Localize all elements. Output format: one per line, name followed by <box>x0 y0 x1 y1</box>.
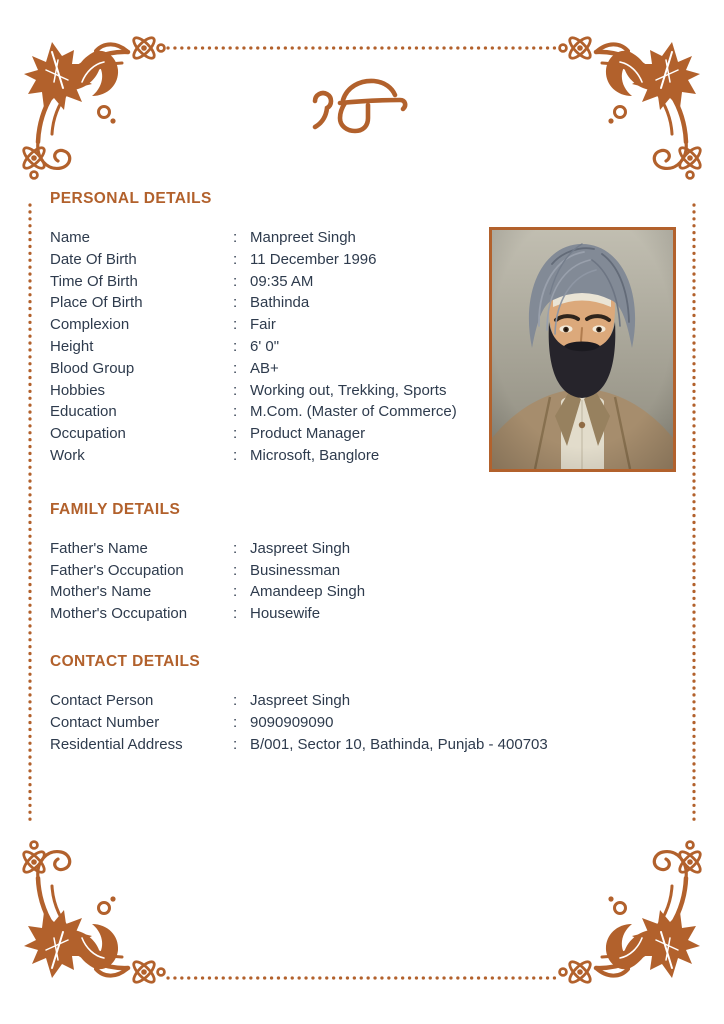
detail-value: 09:35 AM <box>250 272 314 290</box>
detail-label: Residential Address <box>50 735 183 753</box>
detail-row-education <box>50 401 676 423</box>
detail-separator: : <box>233 713 238 731</box>
detail-label: Occupation <box>50 425 126 443</box>
section-family-details <box>50 501 676 625</box>
detail-label: Hobbies <box>50 381 106 399</box>
detail-value: Working out, Trekking, Sports <box>250 381 447 399</box>
detail-separator: : <box>233 403 238 421</box>
detail-label: Time Of Birth <box>50 272 138 290</box>
section-title-family: FAMILY DETAILS <box>50 500 181 518</box>
detail-separator: : <box>233 425 238 443</box>
detail-value: M.Com. (Master of Commerce) <box>250 403 457 421</box>
detail-value: Jaspreet Singh <box>250 539 351 557</box>
detail-separator: : <box>233 272 238 290</box>
detail-value: Amandeep Singh <box>250 583 366 601</box>
detail-row-blood-group <box>50 358 676 380</box>
detail-value: 9090909090 <box>250 713 334 731</box>
detail-row-name <box>50 227 676 249</box>
detail-separator: : <box>233 583 238 601</box>
detail-value: Fair <box>250 316 276 334</box>
detail-label: Place Of Birth <box>50 294 143 312</box>
detail-value: 6' 0" <box>250 337 280 355</box>
detail-value: Businessman <box>250 561 341 579</box>
detail-value: AB+ <box>250 359 279 377</box>
detail-separator: : <box>233 229 238 246</box>
detail-separator: : <box>233 381 238 399</box>
detail-value: Housewife <box>250 605 321 623</box>
detail-row-place-of-birth <box>50 292 676 314</box>
detail-label: Father's Name <box>50 539 148 557</box>
detail-label: Mother's Name <box>50 583 152 601</box>
detail-label: Education <box>50 403 117 421</box>
detail-label: Work <box>50 446 85 464</box>
detail-value: 11 December 1996 <box>250 250 377 268</box>
detail-separator: : <box>233 359 238 377</box>
detail-separator: : <box>233 250 238 268</box>
detail-separator: : <box>233 539 238 557</box>
detail-value: Manpreet Singh <box>250 229 356 246</box>
detail-row-occupation <box>50 423 676 445</box>
detail-row-fathers-occupation <box>50 560 676 582</box>
detail-label: Date Of Birth <box>50 250 137 268</box>
detail-row-time-of-birth <box>50 271 676 293</box>
detail-label: Complexion <box>50 316 130 334</box>
detail-row-fathers-name <box>50 538 676 560</box>
detail-label: Father's Occupation <box>50 561 184 579</box>
detail-row-mothers-occupation <box>50 603 676 625</box>
section-personal-details <box>50 190 676 467</box>
detail-row-date-of-birth <box>50 249 676 271</box>
detail-label: Contact Person <box>50 691 154 709</box>
detail-row-work <box>50 445 676 467</box>
corner-ornament-top-right <box>558 30 708 180</box>
section-contact-details <box>50 653 676 755</box>
corner-ornament-bottom-right <box>558 840 708 990</box>
corner-ornament-bottom-left <box>16 840 166 990</box>
detail-label: Contact Number <box>50 713 160 731</box>
detail-value: Product Manager <box>250 425 366 443</box>
detail-row-contact-person <box>50 690 676 712</box>
detail-row-complexion <box>50 314 676 336</box>
detail-value: Microsoft, Banglore <box>250 446 380 464</box>
detail-row-contact-number <box>50 712 676 734</box>
detail-separator: : <box>233 337 238 355</box>
detail-label: Mother's Occupation <box>50 605 188 623</box>
detail-separator: : <box>233 294 238 312</box>
detail-separator: : <box>233 691 238 709</box>
corner-ornament-top-left <box>16 30 166 180</box>
detail-row-height <box>50 336 676 358</box>
section-title-personal: PERSONAL DETAILS <box>50 190 212 207</box>
detail-row-hobbies <box>50 380 676 402</box>
detail-row-mothers-name <box>50 581 676 603</box>
detail-separator: : <box>233 316 238 334</box>
detail-separator: : <box>233 561 238 579</box>
detail-row-residential-address <box>50 734 676 756</box>
detail-label: Name <box>50 229 91 246</box>
detail-separator: : <box>233 446 238 464</box>
section-title-contact: CONTACT DETAILS <box>50 652 201 670</box>
detail-value: B/001, Sector 10, Bathinda, Punjab - 400703 <box>250 735 548 753</box>
detail-label: Blood Group <box>50 359 135 377</box>
ik-onkar-icon <box>307 76 417 134</box>
detail-separator: : <box>233 605 238 623</box>
detail-label: Height <box>50 337 94 355</box>
detail-value: Bathinda <box>250 294 310 312</box>
detail-value: Jaspreet Singh <box>250 691 351 709</box>
detail-separator: : <box>233 735 238 753</box>
biodata-content <box>50 190 676 755</box>
